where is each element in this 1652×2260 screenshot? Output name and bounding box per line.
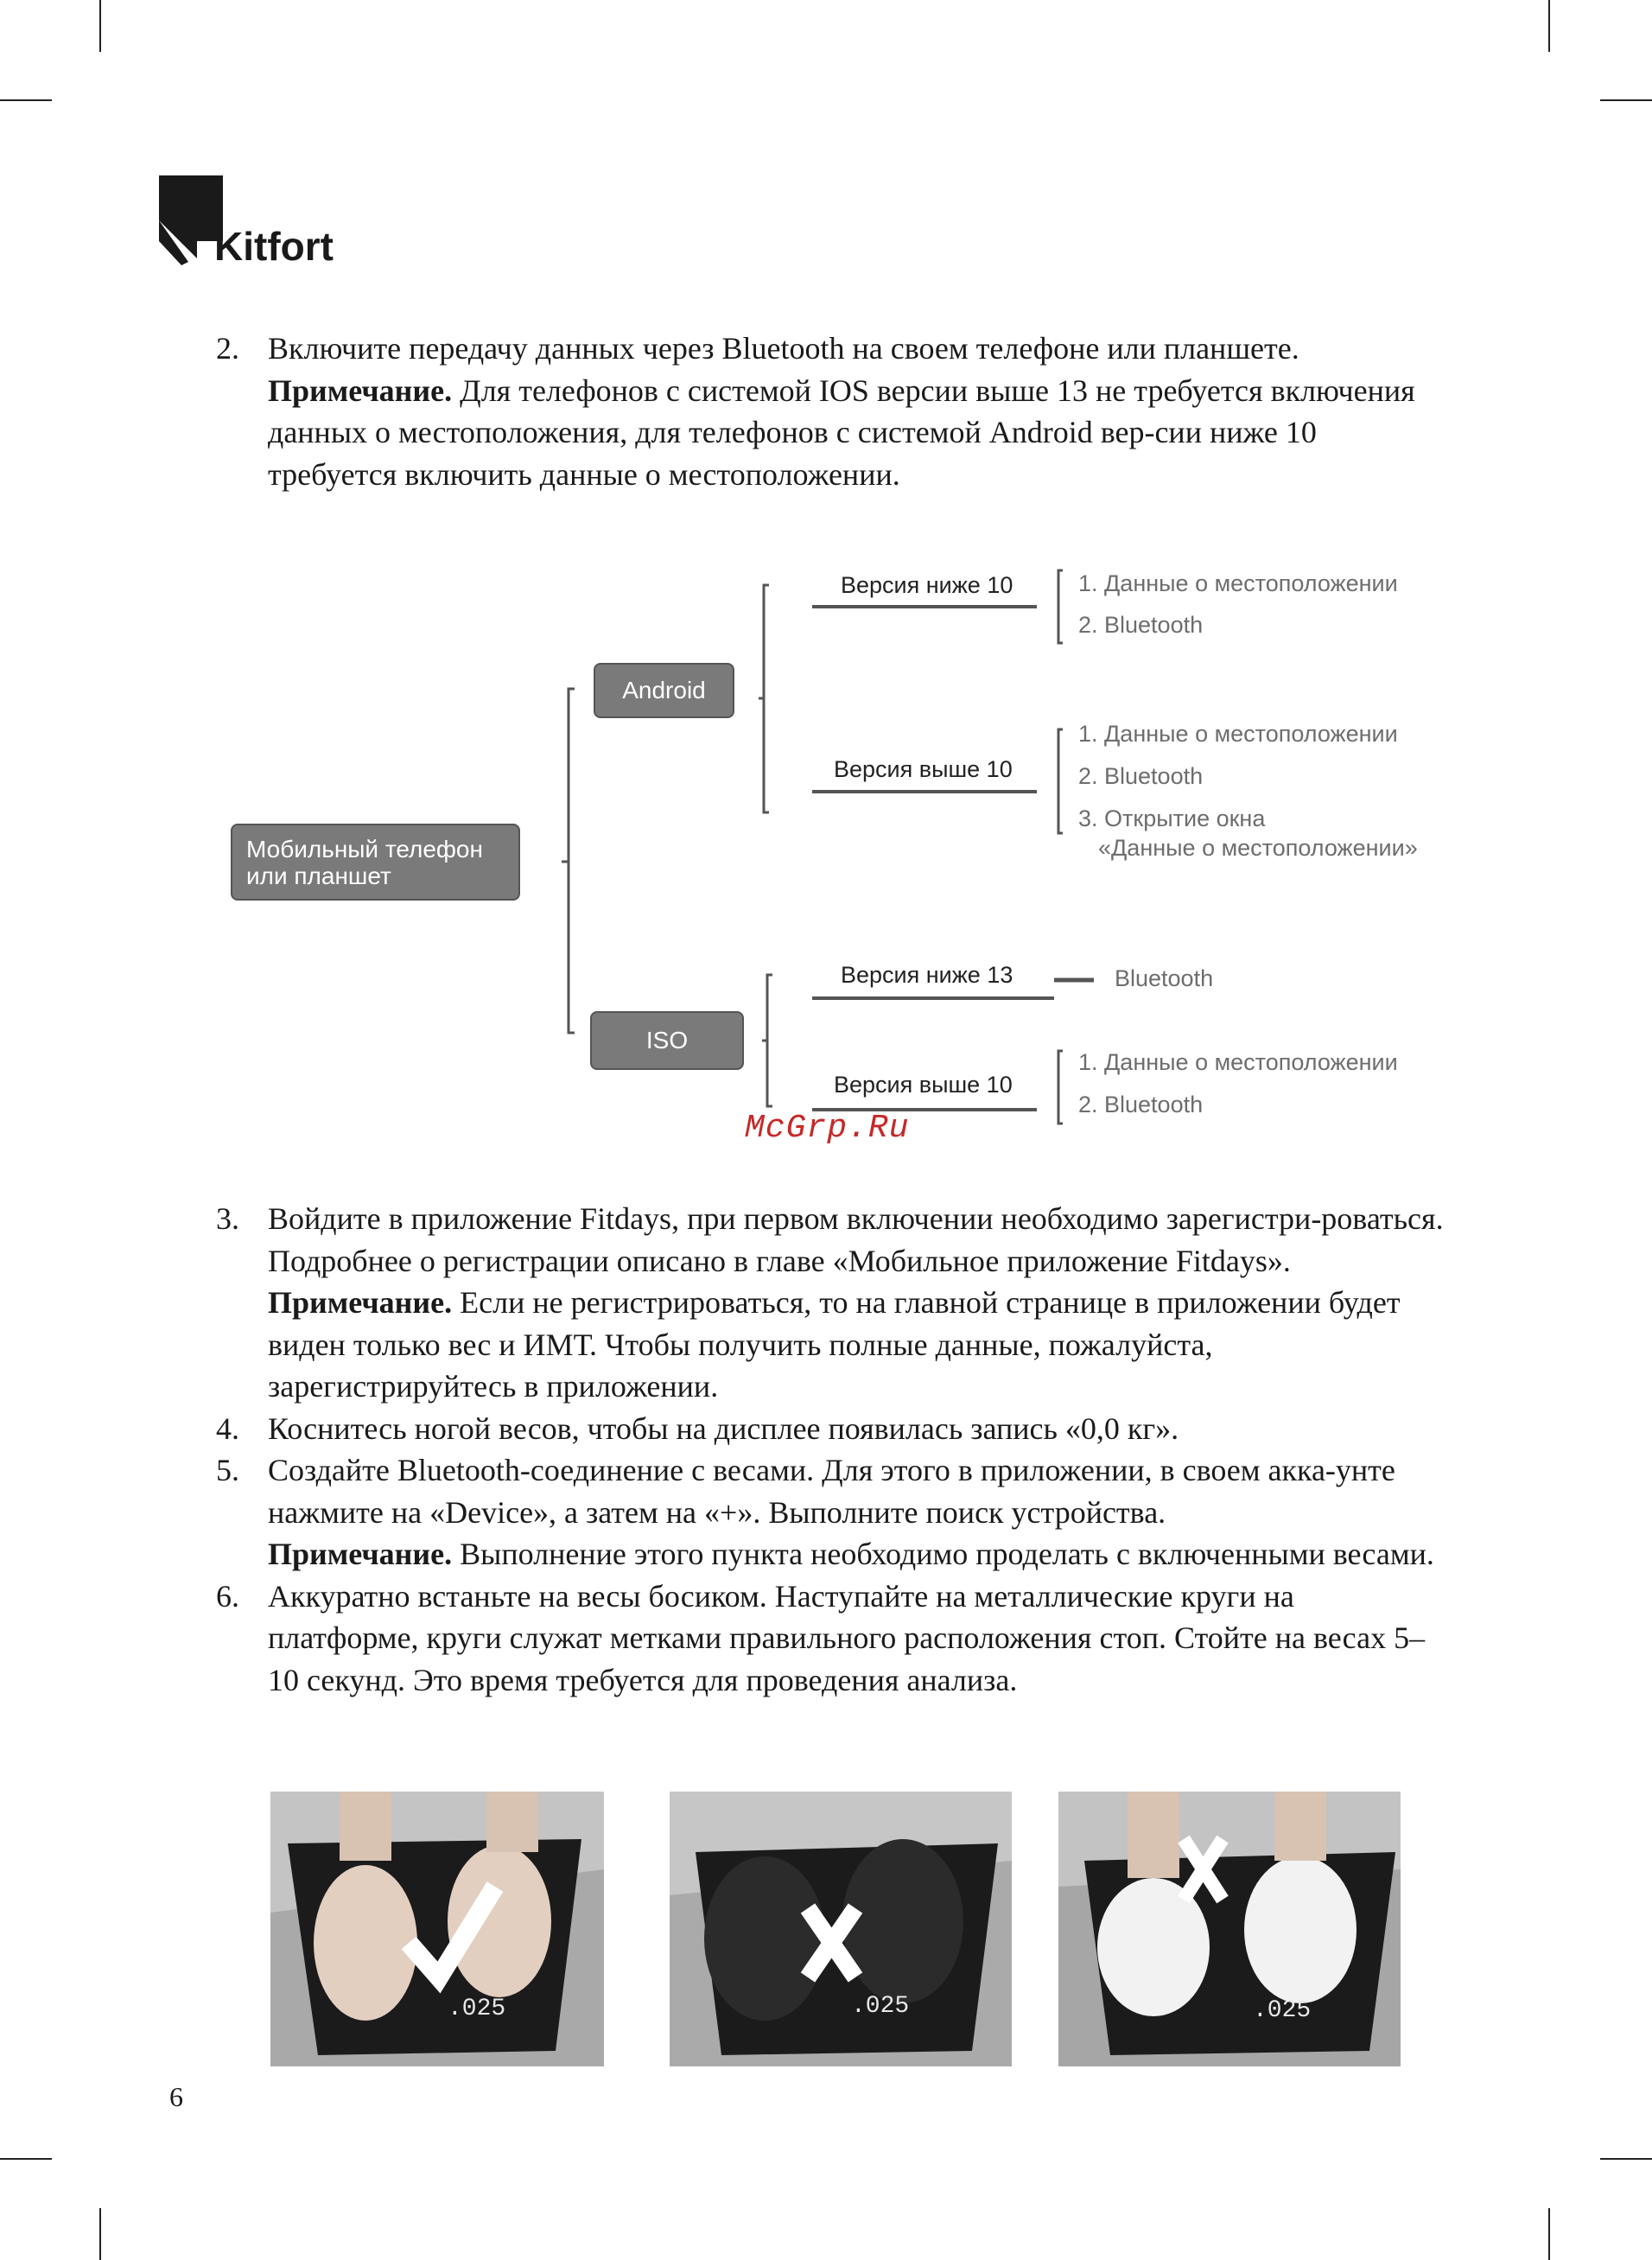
step-number: 3. <box>216 1201 239 1236</box>
list-item <box>216 1408 1452 1450</box>
step-text: Коснитесь ногой весов, чтобы на дисплее появилась запись «0,0 кг». <box>268 1410 1179 1446</box>
step-text <box>268 328 1452 495</box>
crop-mark <box>0 99 52 101</box>
list-item <box>216 1576 1452 1702</box>
crop-mark <box>0 2158 52 2160</box>
scale-display: .025 <box>448 1996 506 2022</box>
android-above-label: Версия выше 10 <box>834 756 1013 782</box>
photo-barefoot-correct <box>270 1792 604 2066</box>
note-text: Для телефонов с системой IOS версии выше 13 не требуется включения данных о местоположения, для телефонов с системой Android вер-сии ниже 10 требуется включить данные о местоположении. <box>268 372 1415 492</box>
android-above-item: 3. Открытие окна <box>1078 805 1266 831</box>
android-above-item: 1. Данные о местоположении <box>1078 721 1398 747</box>
android-below-label: Версия ниже 10 <box>841 572 1013 598</box>
crop-mark <box>1600 99 1652 101</box>
ios-above-item: 1. Данные о местоположении <box>1078 1049 1398 1075</box>
scale-display: .025 <box>1253 1997 1312 2024</box>
step-text <box>268 1449 1452 1576</box>
photo-shoes-wrong <box>670 1792 1012 2066</box>
step-number: 4. <box>216 1410 239 1446</box>
step-number: 6. <box>216 1578 239 1614</box>
photo-socks-wrong <box>1058 1792 1401 2066</box>
root-line-2: или планшет <box>246 863 391 889</box>
note-label: Примечание. <box>268 372 453 408</box>
steps-list <box>216 1198 1452 1701</box>
ios-below-label: Версия ниже 13 <box>841 962 1013 988</box>
crop-mark <box>1548 0 1550 52</box>
step-2 <box>216 328 1452 495</box>
crop-mark <box>99 2208 101 2260</box>
list-item <box>216 1449 1452 1576</box>
step-number: 5. <box>216 1453 239 1487</box>
android-above-item: 2. Bluetooth <box>1078 763 1204 789</box>
connection-diagram <box>216 553 1477 1158</box>
crop-mark <box>1548 2208 1550 2260</box>
android-above-item: «Данные о местоположении» <box>1098 835 1418 861</box>
ios-above-item: 2. Bluetooth <box>1078 1092 1204 1117</box>
android-label: Android <box>622 677 706 703</box>
root-box <box>231 824 520 901</box>
step-text: Аккуратно встаньте на весы босиком. Наступайте на металлические круги на платформе, круги служат метками правильного расположения стоп. Стойте на весах 5–10 секунд. Это время требуется для проведения анализа. <box>268 1578 1426 1697</box>
step-main-text: Войдите в приложение Fitdays, при первом включении необходимо зарегистри-роваться. Подробнее о регистрации описано в главе «Мобильное приложение Fitdays». <box>268 1201 1444 1278</box>
list-item <box>216 1198 1452 1408</box>
android-below-item: 2. Bluetooth <box>1078 612 1204 638</box>
page-number: 6 <box>169 2081 183 2112</box>
note-label: Примечание. <box>268 1285 453 1320</box>
note-label: Примечание. <box>268 1537 453 1571</box>
step-number: 2. <box>216 331 239 366</box>
note-text: Если не регистрироваться, то на главной странице в приложении будет виден только вес и ИМТ. Чтобы получить полные данные, пожалуйста, зарегистрируйтесь в приложении. <box>268 1285 1401 1404</box>
ios-above-label: Версия выше 10 <box>834 1072 1013 1098</box>
step-main-text: Включите передачу данных через Bluetooth на своем телефоне или планшете. <box>268 331 1299 366</box>
scale-display: .025 <box>851 1993 910 2020</box>
brand-name: Kitfort <box>214 224 334 269</box>
android-below-item: 1. Данные о местоположении <box>1078 570 1398 596</box>
note-text: Выполнение этого пункта необходимо проделать с включенными весами. <box>452 1537 1434 1571</box>
root-line-1: Мобильный телефон <box>246 836 483 863</box>
android-box <box>594 663 734 718</box>
list-item <box>216 328 1452 495</box>
ios-label: ISO <box>645 1027 689 1054</box>
watermark: McGrp.Ru <box>745 1110 910 1147</box>
step-main-text: Создайте Bluetooth-соединение с весами. Для этого в приложении, в своем акка-унте нажмите на «Device», а затем на «+». Выполните поиск устройства. <box>268 1453 1395 1530</box>
ios-box <box>590 1011 744 1070</box>
ios-below-item: Bluetooth <box>1115 965 1214 991</box>
crop-mark <box>99 0 101 52</box>
crop-mark <box>1600 2158 1652 2160</box>
step-text <box>268 1198 1452 1408</box>
